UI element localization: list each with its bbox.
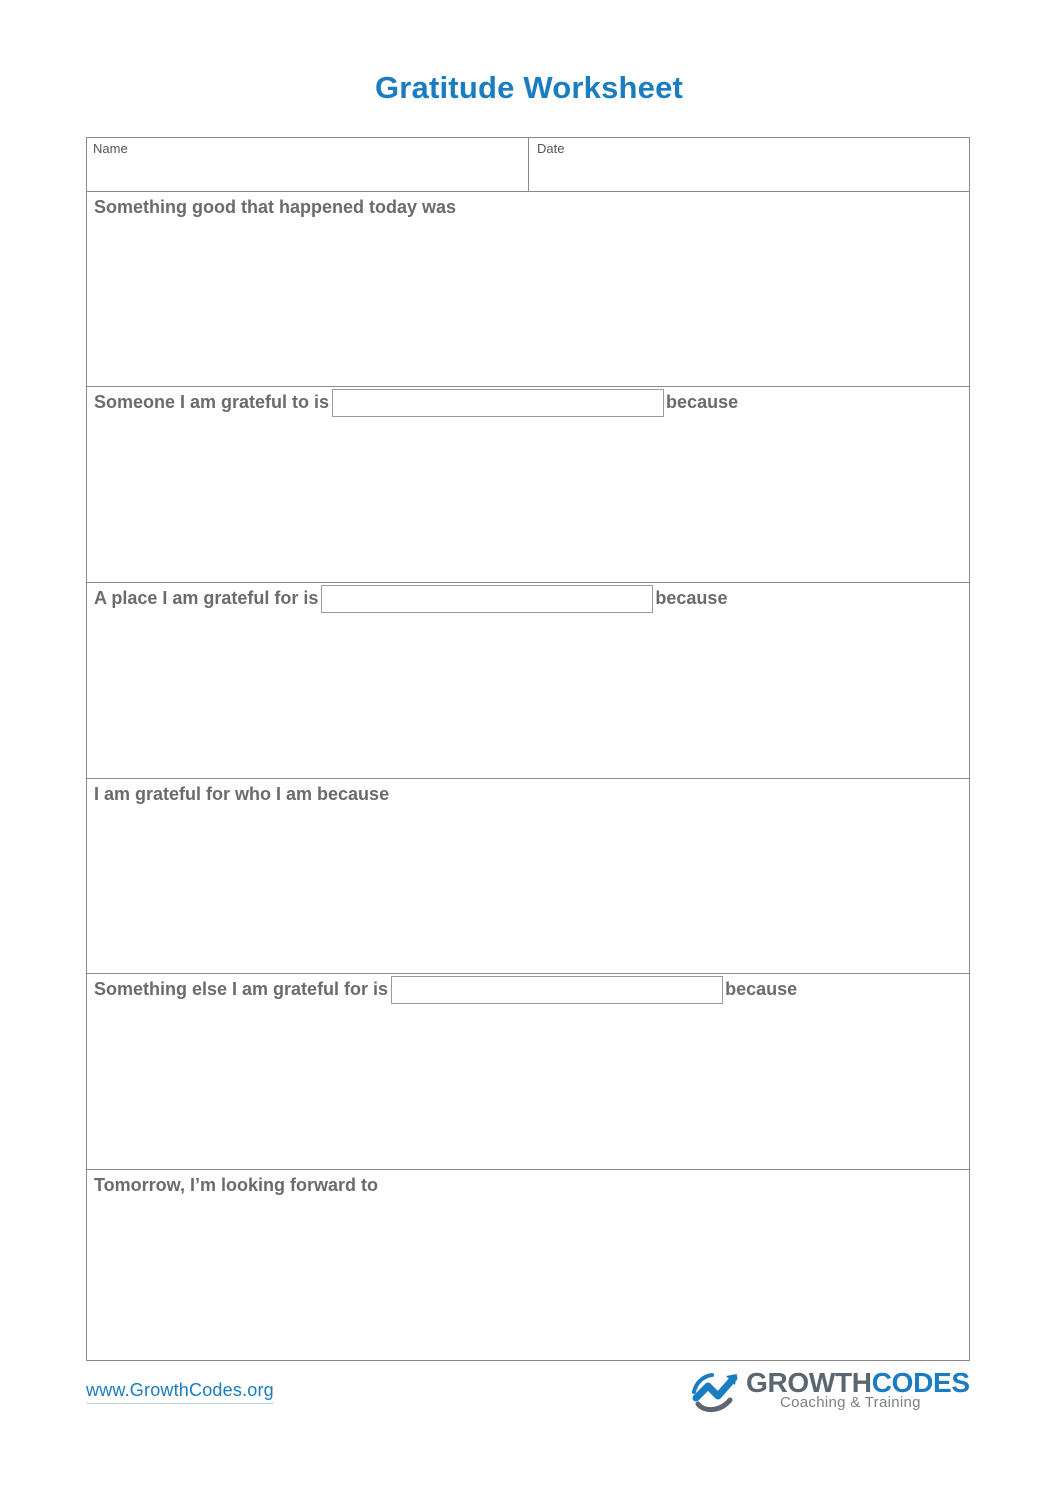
growthcodes-logo-icon [690,1366,742,1414]
section-good-thing[interactable] [87,192,969,387]
logo-tagline: Coaching & Training [780,1394,921,1411]
because-label-something-else: because [725,979,798,999]
section-place[interactable] [87,583,969,779]
date-field[interactable] [529,138,969,191]
because-label-place: because [655,588,728,608]
logo-word-codes: CODES [871,1367,970,1398]
prompt-good-thing: Something good that happened today was [94,197,457,217]
worksheet-form [86,137,970,1361]
prompt-someone: Someone I am grateful to is [94,392,330,412]
something-else-input-box[interactable] [391,976,723,1004]
section-something-else[interactable] [87,974,969,1170]
prompt-tomorrow: Tomorrow, I’m looking forward to [94,1175,378,1195]
prompt-place: A place I am grateful for is [94,588,319,608]
prompt-something-else: Something else I am grateful for is [94,979,389,999]
section-tomorrow[interactable] [87,1170,969,1360]
name-label: Name [93,141,128,156]
page-title: Gratitude Worksheet [374,70,684,105]
prompt-who-i-am: I am grateful for who I am because [94,784,390,804]
name-field[interactable] [87,138,529,191]
date-label: Date [537,141,565,156]
section-someone[interactable] [87,387,969,583]
logo-word-growth: GROWTH [746,1367,872,1398]
place-input-box[interactable] [321,585,653,613]
section-who-i-am[interactable] [87,779,969,974]
someone-input-box[interactable] [332,389,664,417]
because-label-someone: because [666,392,739,412]
growthcodes-logo [690,1366,972,1414]
website-link[interactable]: www.GrowthCodes.org [86,1380,274,1404]
header-row [87,138,969,192]
